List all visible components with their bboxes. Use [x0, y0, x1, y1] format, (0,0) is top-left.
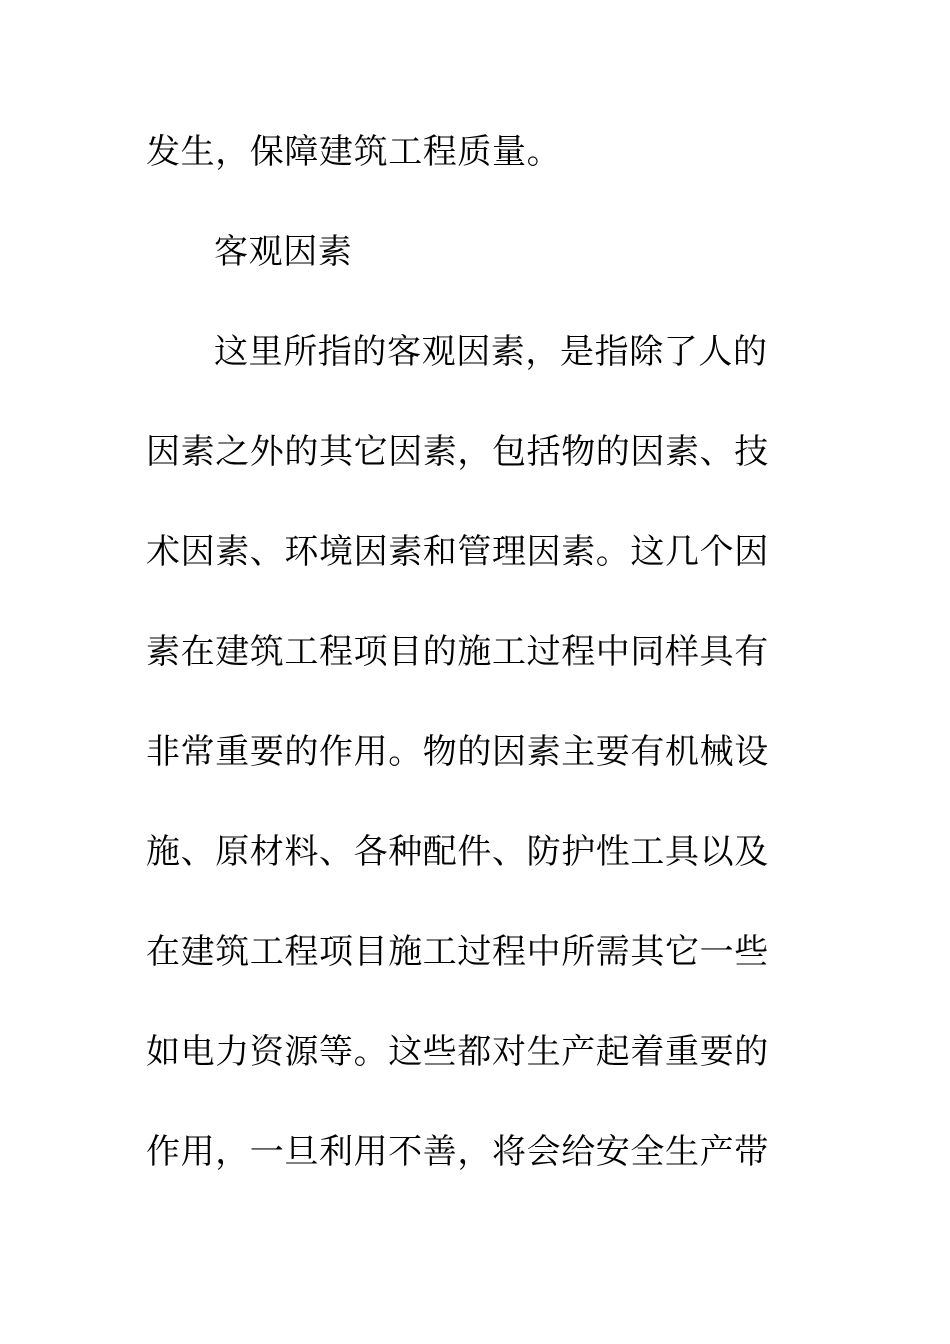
paragraph-line: 如电力资源等。这些都对生产起着重要的	[146, 1032, 769, 1072]
paragraph-line: 术因素、环境因素和管理因素。这几个因	[146, 532, 769, 572]
paragraph-line: 非常重要的作用。物的因素主要有机械设	[146, 732, 769, 772]
paragraph-line: 素在建筑工程项目的施工过程中同样具有	[146, 632, 769, 672]
paragraph-line: 在建筑工程项目施工过程中所需其它一些	[146, 932, 769, 972]
paragraph-line: 这里所指的客观因素，是指除了人的	[214, 332, 768, 372]
paragraph-line: 因素之外的其它因素，包括物的因素、技	[146, 432, 769, 472]
paragraph-continuation-line: 发生，保障建筑工程质量。	[146, 132, 562, 172]
section-heading: 客观因素	[214, 232, 353, 272]
paragraph-line: 作用，一旦利用不善，将会给安全生产带	[146, 1132, 769, 1172]
paragraph-line: 施、原材料、各种配件、防护性工具以及	[146, 832, 769, 872]
